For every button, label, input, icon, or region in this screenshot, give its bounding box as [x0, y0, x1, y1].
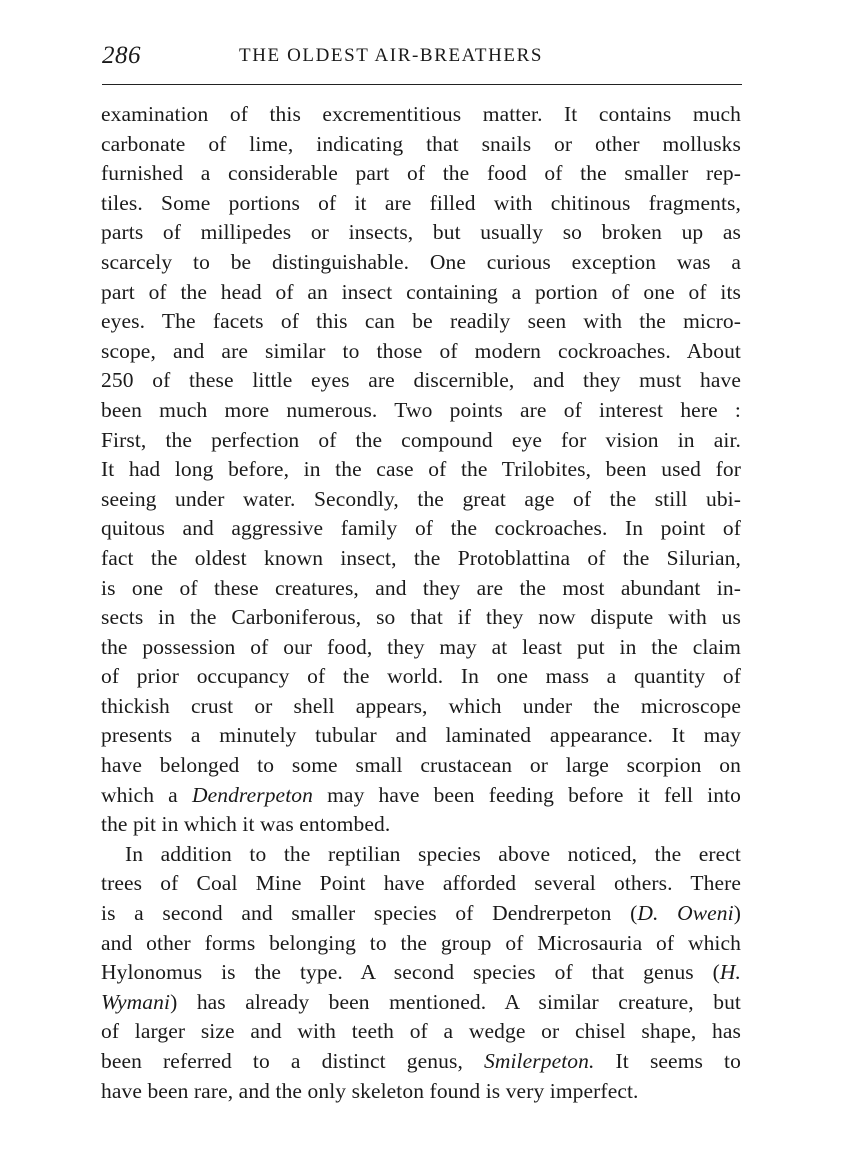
text-segment: been referred to a distinct genus, — [101, 1049, 484, 1073]
text-line: and other forms belonging to the group of Microsauria of which — [101, 930, 741, 955]
text-line: examination of this excrementitious matter. It contains much — [101, 102, 741, 126]
text-line — [101, 781, 741, 811]
text-line — [101, 988, 741, 1018]
genus-name-italic: Smilerpeton. — [484, 1049, 595, 1073]
text-line: trees of Coal Mine Point have afforded several others. There — [101, 871, 741, 896]
text-line: In addition to the reptilian species above noticed, the erect — [125, 841, 741, 866]
text-line: furnished a considerable part of the food of the smaller rep- — [101, 161, 741, 186]
species-name-italic: Wymani — [101, 989, 171, 1014]
text-line — [101, 899, 741, 929]
text-line: First, the perfection of the compound eye for vision in air. — [101, 427, 741, 452]
text-line: the pit in which it was entombed. — [101, 812, 391, 837]
text-line — [101, 1047, 741, 1077]
page-number: 286 — [102, 42, 141, 69]
text-segment: is a second and smaller species of Dendrerpeton ( — [101, 901, 638, 926]
text-segment: may have been feeding before it fell into — [312, 782, 741, 807]
text-line: is one of these creatures, and they are the most abundant in- — [101, 575, 741, 600]
species-name-italic: D. Oweni — [637, 901, 734, 926]
text-segment: Hylonomus is the type. A second species of that genus ( — [101, 960, 720, 985]
text-line: sects in the Carboniferous, so that if they now dispute with us — [101, 605, 741, 630]
text-line: tiles. Some portions of it are filled with chitinous fragments, — [101, 190, 741, 215]
text-segment: which a — [101, 782, 192, 807]
text-line: thickish crust or shell appears, which under the microscope — [101, 693, 741, 718]
text-line: part of the head of an insect containing a portion of one of its — [101, 279, 741, 304]
text-line: quitous and aggressive family of the cockroaches. In point of — [101, 516, 741, 541]
page-header — [102, 40, 742, 76]
text-line: fact the oldest known insect, the Protoblattina of the Silurian, — [101, 545, 741, 570]
text-line: It had long before, in the case of the Trilobites, been used for — [101, 457, 741, 482]
running-head: THE OLDEST AIR-BREATHERS — [239, 45, 544, 66]
text-segment: ) has already been mentioned. A similar creature, but — [170, 989, 741, 1014]
text-line: 250 of these little eyes are discernible, and they must have — [101, 368, 741, 393]
text-segment: It seems to — [594, 1049, 741, 1073]
paragraph-1 — [101, 100, 741, 840]
paragraph-2 — [101, 840, 741, 1106]
text-line: of larger size and with teeth of a wedge or chisel shape, has — [101, 1019, 741, 1044]
genus-name-italic: Dendrerpeton — [191, 782, 313, 807]
text-line: parts of millipedes or insects, but usually so broken up as — [101, 220, 741, 245]
text-line: scarcely to be distinguishable. One curious exception was a — [101, 249, 741, 274]
text-line: been much more numerous. Two points are of interest here : — [101, 397, 741, 422]
text-line: scope, and are similar to those of modern cockroaches. About — [101, 338, 741, 363]
body-text — [101, 100, 741, 1106]
text-line: seeing under water. Secondly, the great age of the still ubi- — [101, 486, 741, 511]
genus-initial-italic: H. — [719, 960, 741, 985]
text-line: presents a minutely tubular and laminated appearance. It may — [101, 723, 741, 748]
text-line: carbonate of lime, indicating that snails or other mollusks — [101, 131, 741, 156]
text-line: the possession of our food, they may at least put in the claim — [101, 634, 741, 659]
header-rule — [102, 84, 742, 85]
text-line — [101, 958, 741, 988]
text-line: have belonged to some small crustacean or large scorpion on — [101, 753, 741, 778]
text-line: of prior occupancy of the world. In one mass a quantity of — [101, 664, 741, 689]
text-line: eyes. The facets of this can be readily seen with the micro- — [101, 309, 741, 334]
text-line: have been rare, and the only skeleton found is very imperfect. — [101, 1078, 639, 1103]
text-segment: ) — [733, 901, 741, 926]
